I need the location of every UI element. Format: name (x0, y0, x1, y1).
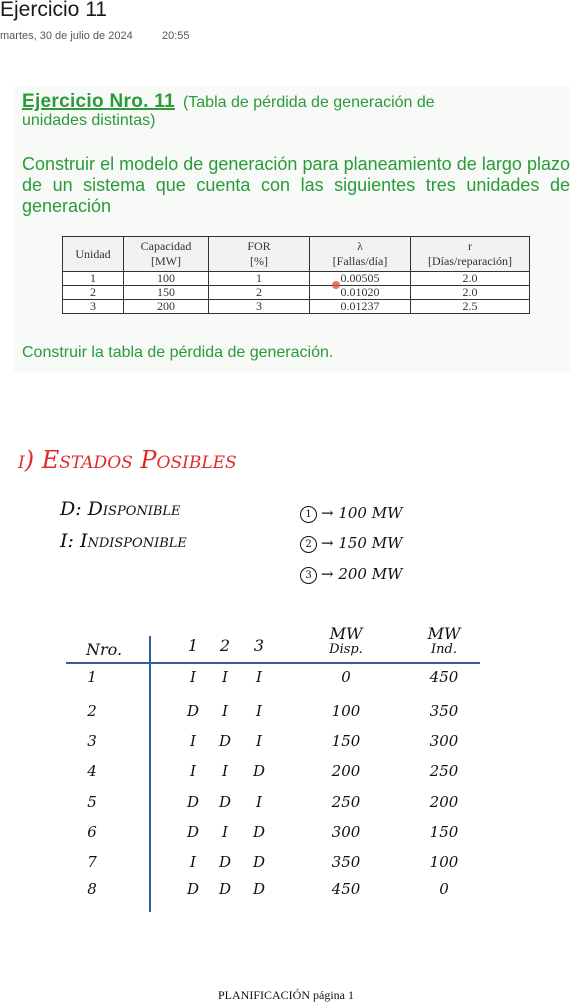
unit-state: I (222, 668, 228, 686)
unit-state: D (218, 880, 232, 898)
header-nro: Nro. (85, 640, 123, 659)
mw-value: 350 (331, 853, 361, 871)
table-cell: 200 (124, 300, 209, 314)
unit-state: D (186, 880, 200, 898)
table-vertical-line (149, 636, 151, 912)
unit-note-3 (300, 565, 403, 584)
unit-state: I (190, 668, 196, 686)
mw-value: 0 (439, 880, 449, 898)
mw-value: 100 (331, 702, 361, 720)
mw-value: 300 (429, 732, 459, 750)
table-row (63, 286, 530, 300)
legend-indisponible: I: Indisponible (60, 530, 187, 552)
table-cell: 2 (209, 286, 310, 300)
mw-value: 450 (429, 668, 459, 686)
unit-state: I (190, 732, 196, 750)
th-for: FOR [%] (209, 237, 310, 272)
row-number: 6 (87, 823, 97, 841)
th-capacidad: Capacidad [MW] (124, 237, 209, 272)
mw-value: 250 (429, 762, 459, 780)
unit-state: I (222, 823, 228, 841)
table-cell: 3 (63, 300, 124, 314)
circled-number: 1 (300, 506, 317, 523)
units-table-header (63, 237, 530, 272)
table-cell: 2.5 (411, 300, 530, 314)
table-cell: 0.01020 (310, 286, 411, 300)
mw-value: 150 (331, 732, 361, 750)
row-number: 2 (87, 702, 97, 720)
mw-value: 100 (429, 853, 459, 871)
unit-state: D (252, 762, 266, 780)
unit-note-2 (300, 534, 403, 553)
unit-state: I (222, 702, 228, 720)
unit-state: D (218, 853, 232, 871)
mw-value: 350 (429, 702, 459, 720)
unit-state: I (256, 702, 262, 720)
exercise-statement (14, 86, 570, 372)
header-unit-1: 1 (187, 636, 199, 655)
mw-value: 150 (429, 823, 459, 841)
unit-note-text: → 150 MW (321, 534, 403, 552)
unit-state: I (222, 762, 228, 780)
row-number: 5 (87, 793, 97, 811)
header-ind: Ind. (431, 642, 457, 657)
mw-value: 450 (331, 880, 361, 898)
exercise-heading-line2: unidades distintas) (22, 112, 156, 129)
header-unit-3: 3 (253, 636, 265, 655)
exercise-heading (22, 92, 570, 112)
unit-state: D (218, 793, 232, 811)
mw-value: 200 (429, 793, 459, 811)
legend-disponible: D: Disponible (60, 498, 181, 520)
row-number: 1 (87, 668, 97, 686)
table-cell: 2.0 (411, 272, 530, 286)
row-number: 3 (87, 732, 97, 750)
table-row (63, 272, 530, 286)
table-cell: 3 (209, 300, 310, 314)
table-row (63, 300, 530, 314)
unit-state: D (252, 823, 266, 841)
mw-value: 0 (341, 668, 351, 686)
mw-value: 250 (331, 793, 361, 811)
unit-state: I (256, 668, 262, 686)
header-mw-ind: MW (427, 624, 461, 643)
pen-cursor-dot (332, 281, 340, 289)
header-disp: Disp. (329, 642, 363, 657)
page-date: martes, 30 de julio de 2024 (0, 30, 133, 42)
unit-state: I (256, 793, 262, 811)
mw-value: 200 (331, 762, 361, 780)
page-title: Ejercicio 11 (0, 0, 107, 21)
unit-state: D (252, 880, 266, 898)
header-unit-2: 2 (219, 636, 231, 655)
unit-note-1 (300, 504, 403, 523)
row-number: 7 (87, 853, 97, 871)
units-table (62, 236, 530, 314)
row-number: 4 (87, 762, 97, 780)
table-cell: 2 (63, 286, 124, 300)
table-cell: 0.01237 (310, 300, 411, 314)
page-footer: PLANIFICACIÓN página 1 (218, 988, 354, 1002)
th-unidad: Unidad (63, 237, 124, 272)
table-cell: 100 (124, 272, 209, 286)
table-cell: 150 (124, 286, 209, 300)
table-horizontal-line (66, 662, 480, 664)
table-cell: 0.00505 (310, 272, 411, 286)
unit-state: I (190, 853, 196, 871)
row-number: 8 (87, 880, 97, 898)
page-time: 20:55 (162, 30, 190, 42)
exercise-body: Construir el modelo de generación para planeamiento de largo plazo de un sistema que cuenta con las siguientes tres unidades de generación (22, 154, 570, 216)
circled-number: 2 (300, 536, 317, 553)
unit-note-text: → 200 MW (321, 565, 403, 583)
table-cell: 1 (209, 272, 310, 286)
table-cell: 2.0 (411, 286, 530, 300)
estados-title: i) Estados Posibles (18, 446, 237, 474)
th-lambda: λ [Fallas/día] (310, 237, 411, 272)
exercise-footer: Construir la tabla de pérdida de generación. (22, 344, 334, 361)
unit-state: D (218, 732, 232, 750)
unit-state: D (252, 853, 266, 871)
header-mw-disp: MW (329, 624, 363, 643)
unit-note-text: → 100 MW (321, 504, 403, 522)
unit-state: D (186, 823, 200, 841)
exercise-number: Ejercicio Nro. 11 (22, 91, 175, 112)
table-cell: 1 (63, 272, 124, 286)
mw-value: 300 (331, 823, 361, 841)
circled-number: 3 (300, 567, 317, 584)
th-r: r [Días/reparación] (411, 237, 530, 272)
unit-state: D (186, 702, 200, 720)
unit-state: I (256, 732, 262, 750)
unit-state: I (190, 762, 196, 780)
exercise-heading-rest: (Tabla de pérdida de generación de (182, 94, 435, 111)
unit-state: D (186, 793, 200, 811)
